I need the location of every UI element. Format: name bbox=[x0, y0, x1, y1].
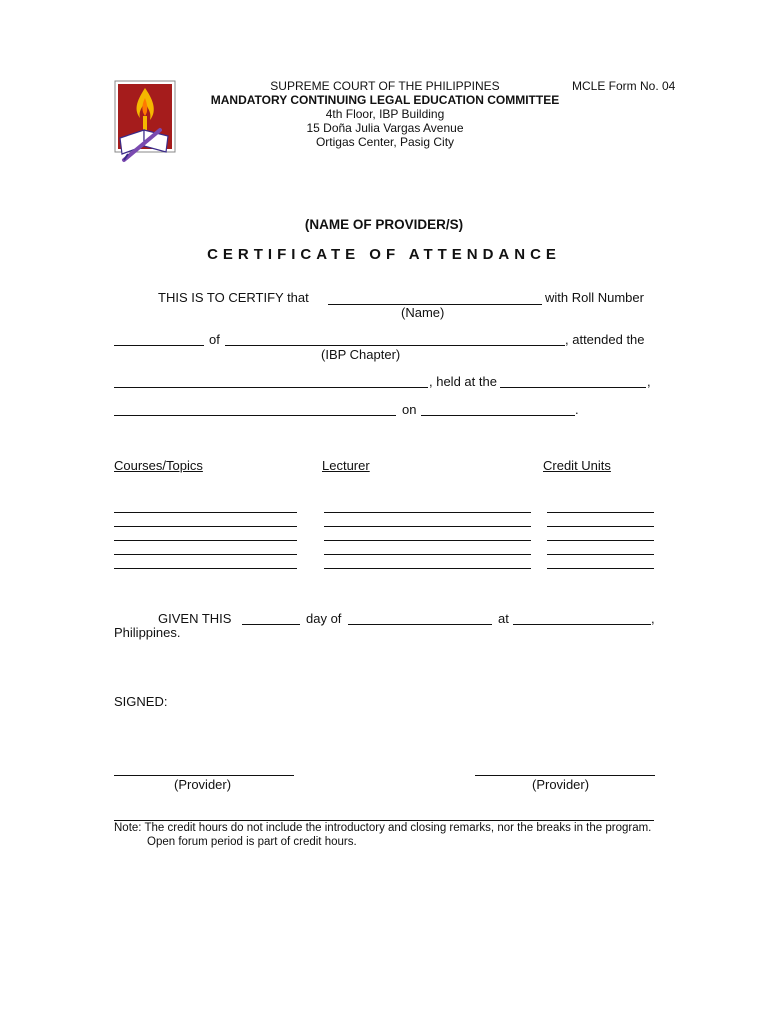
credit-units-field[interactable] bbox=[547, 568, 654, 569]
ibp-chapter-label: (IBP Chapter) bbox=[321, 347, 401, 362]
venue-field[interactable] bbox=[500, 387, 646, 388]
on-text: on bbox=[402, 402, 417, 417]
ibp-chapter-field[interactable] bbox=[225, 345, 565, 346]
provider-signature-field-2[interactable] bbox=[475, 775, 655, 776]
name-label: (Name) bbox=[401, 305, 445, 320]
attended-text: , attended the bbox=[565, 332, 645, 347]
lecturer-field[interactable] bbox=[324, 554, 531, 555]
lecturer-header: Lecturer bbox=[322, 458, 370, 473]
roll-number-field[interactable] bbox=[114, 345, 204, 346]
date-field[interactable] bbox=[421, 415, 575, 416]
period-text: . bbox=[575, 402, 579, 417]
credit-units-field[interactable] bbox=[547, 512, 654, 513]
philippines-text: Philippines. bbox=[114, 625, 181, 640]
court-name: SUPREME COURT OF THE PHILIPPINES bbox=[270, 79, 500, 93]
held-at-text: , held at the bbox=[429, 374, 497, 389]
lecturer-field[interactable] bbox=[324, 512, 531, 513]
roll-number-text: with Roll Number bbox=[545, 290, 644, 305]
credit-units-field[interactable] bbox=[547, 540, 654, 541]
of-text: of bbox=[209, 332, 220, 347]
provider-name-title: (NAME OF PROVIDER/S) bbox=[304, 217, 464, 232]
address-line-3: Ortigas Center, Pasig City bbox=[315, 135, 455, 149]
signed-label: SIGNED: bbox=[114, 694, 168, 709]
form-number: MCLE Form No. 04 bbox=[572, 79, 676, 93]
comma-text: , bbox=[647, 374, 651, 389]
day-of-text: day of bbox=[306, 611, 342, 626]
given-month-field[interactable] bbox=[348, 624, 492, 625]
course-field[interactable] bbox=[114, 540, 297, 541]
course-field[interactable] bbox=[114, 512, 297, 513]
courses-topics-header: Courses/Topics bbox=[114, 458, 203, 473]
course-field[interactable] bbox=[114, 554, 297, 555]
credit-units-field[interactable] bbox=[547, 526, 654, 527]
lecturer-field[interactable] bbox=[324, 526, 531, 527]
certify-text: THIS IS TO CERTIFY that bbox=[158, 290, 309, 305]
given-day-field[interactable] bbox=[242, 624, 300, 625]
course-field[interactable] bbox=[114, 568, 297, 569]
at-text: at bbox=[498, 611, 509, 626]
address-line-1: 4th Floor, IBP Building bbox=[325, 107, 445, 121]
credit-units-header: Credit Units bbox=[543, 458, 611, 473]
program-title-field[interactable] bbox=[114, 387, 428, 388]
note-divider bbox=[114, 820, 654, 821]
given-comma-text: , bbox=[651, 611, 655, 626]
provider-label-1: (Provider) bbox=[174, 777, 232, 792]
given-place-field[interactable] bbox=[513, 624, 651, 625]
note-line-1: Note: The credit hours do not include the introductory and closing remarks, nor the breaks in the program. bbox=[114, 822, 652, 834]
provider-signature-field-1[interactable] bbox=[114, 775, 294, 776]
given-this-text: GIVEN THIS bbox=[158, 611, 232, 626]
committee-name: MANDATORY CONTINUING LEGAL EDUCATION COMMITTEE bbox=[210, 93, 560, 107]
lecturer-field[interactable] bbox=[324, 540, 531, 541]
course-field[interactable] bbox=[114, 526, 297, 527]
credit-units-field[interactable] bbox=[547, 554, 654, 555]
provider-label-2: (Provider) bbox=[532, 777, 590, 792]
address-line-2: 15 Doña Julia Vargas Avenue bbox=[306, 121, 464, 135]
mcle-logo-icon bbox=[114, 80, 176, 165]
venue-continued-field[interactable] bbox=[114, 415, 396, 416]
lecturer-field[interactable] bbox=[324, 568, 531, 569]
certificate-title: CERTIFICATE OF ATTENDANCE bbox=[207, 246, 561, 263]
note-line-2: Open forum period is part of credit hours. bbox=[147, 836, 357, 848]
